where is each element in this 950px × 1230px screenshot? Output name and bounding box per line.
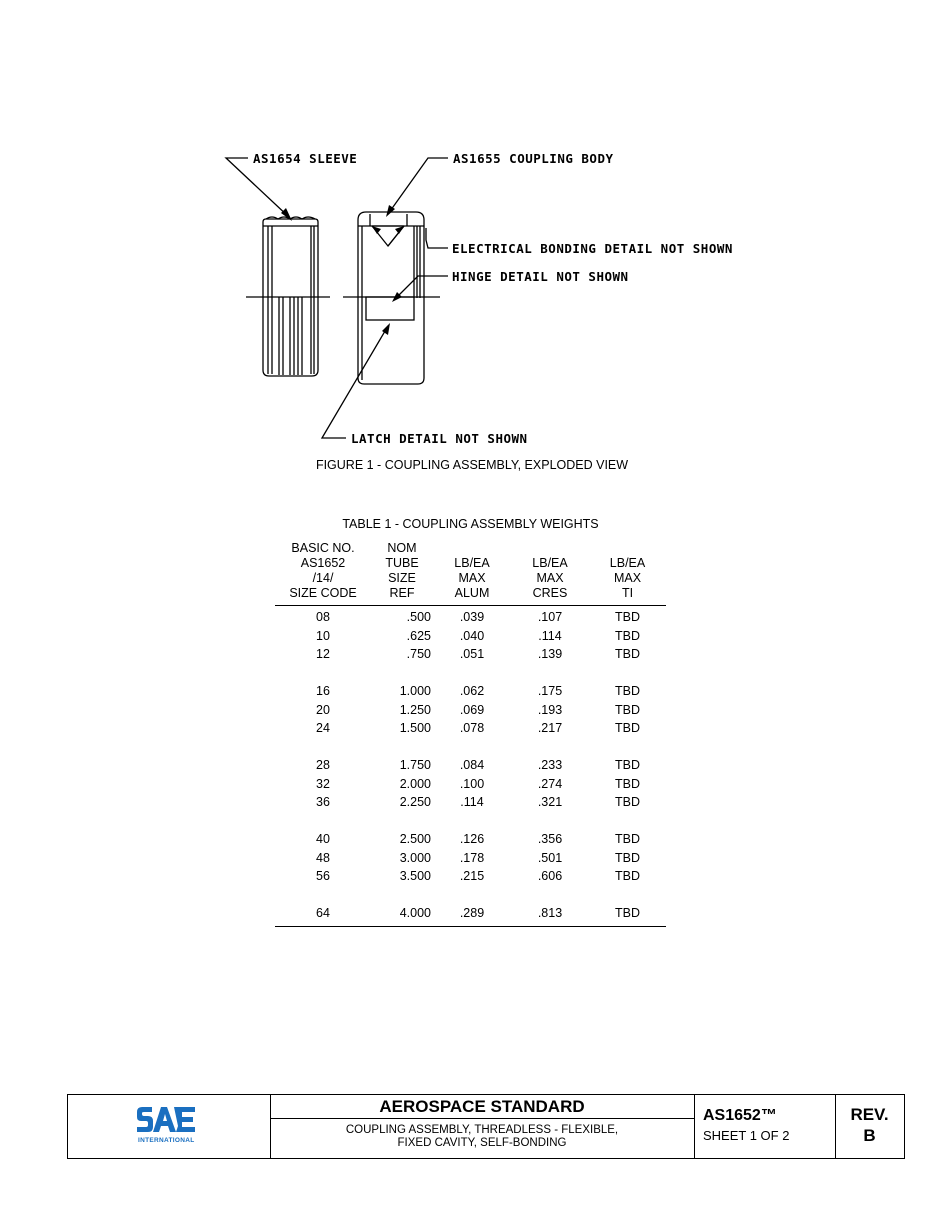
header-line: CRES: [532, 586, 568, 600]
weights-table: [275, 539, 666, 927]
table-cell: 1.500: [399, 721, 431, 735]
bonding-leader: [426, 228, 448, 248]
table-cell: .178: [459, 850, 485, 865]
table-cell: TBD: [615, 795, 640, 809]
table-row: [275, 775, 666, 794]
table-cell: .114: [538, 628, 562, 643]
header-line: NOM: [387, 541, 417, 555]
table-cell: TBD: [615, 610, 640, 624]
header-spacer: [511, 541, 589, 556]
table-cell: TBD: [615, 702, 640, 717]
table-row: [275, 701, 666, 720]
table-cell: .356: [537, 832, 563, 846]
table-cell: .193: [537, 702, 563, 717]
document-description: [270, 1119, 694, 1150]
table-row: [275, 867, 666, 886]
header-ti: [589, 539, 666, 606]
table-cell: TBD: [615, 628, 640, 643]
header-basic-no: [275, 539, 371, 606]
table-cell: .078: [459, 721, 485, 735]
table-cell: .040: [459, 628, 485, 643]
header-spacer: [589, 541, 666, 556]
header-line: ALUM: [454, 586, 490, 600]
table-cell: TBD: [615, 684, 640, 698]
table-cell: TBD: [615, 647, 640, 661]
table-cell: 3.000: [399, 850, 431, 865]
table-cell: 12: [316, 647, 330, 661]
table-cell: 28: [316, 758, 330, 772]
table-row: [275, 756, 666, 775]
group-spacer-row: [275, 812, 666, 831]
header-line: LB/EA: [454, 556, 490, 570]
spacer-cell: [275, 664, 666, 683]
table-cell: 2.250: [399, 795, 431, 809]
header-line: MAX: [536, 571, 564, 585]
sleeve-callout: AS1654 SLEEVE: [253, 151, 358, 166]
table-cell: .750: [406, 647, 431, 661]
table-cell: .084: [459, 758, 485, 772]
latch-leader: [322, 326, 388, 438]
table-row: [275, 627, 666, 646]
table-cell: 36: [316, 795, 330, 809]
hinge-callout: HINGE DETAIL NOT SHOWN: [452, 269, 629, 284]
standard-label: AEROSPACE STANDARD: [270, 1095, 694, 1119]
figure-caption: FIGURE 1 - COUPLING ASSEMBLY, EXPLODED VIEW: [315, 458, 629, 472]
coupling-body-callout: AS1655 COUPLING BODY: [453, 151, 614, 166]
spacer-cell: [275, 886, 666, 905]
sheet-number: SHEET 1 OF 2: [703, 1128, 790, 1143]
table-cell: TBD: [615, 776, 640, 791]
table-cell: .274: [537, 776, 563, 791]
sae-logo: [68, 1095, 271, 1158]
sae-logo-mark: [68, 1095, 270, 1158]
header-line: REF: [389, 586, 415, 600]
header-line: SIZE: [388, 571, 416, 585]
header-line: /14/: [312, 571, 334, 585]
header-spacer: [433, 541, 511, 556]
table-cell: TBD: [615, 721, 640, 735]
table-cell: 20: [316, 702, 330, 717]
table-cell: TBD: [615, 758, 640, 772]
title-cell: [270, 1095, 695, 1158]
table-row: [275, 904, 666, 926]
revision-label: REV.: [850, 1105, 889, 1124]
table-cell: 56: [316, 869, 330, 883]
exploded-view-drawing: [0, 0, 950, 480]
table-cell: 32: [316, 776, 330, 791]
table-cell: .139: [537, 647, 563, 661]
spacer-cell: [275, 738, 666, 757]
revision-value: B: [863, 1126, 876, 1145]
table-cell: .175: [537, 684, 563, 698]
table-cell: 1.750: [399, 758, 431, 772]
group-spacer-row: [275, 886, 666, 905]
header-line: AS1652: [300, 556, 346, 570]
table-cell: 16: [316, 684, 330, 698]
table-row: [275, 830, 666, 849]
table-cell: 2.500: [399, 832, 431, 846]
table-cell: .039: [459, 610, 485, 624]
table-cell: 1.000: [399, 684, 431, 698]
table-cell: 10: [316, 628, 330, 643]
table-cell: .233: [537, 758, 563, 772]
header-tube-size: [371, 539, 433, 606]
revision-cell: [835, 1095, 904, 1158]
table-cell: 2.000: [399, 776, 431, 791]
table-cell: .107: [537, 610, 563, 624]
header-alum: [433, 539, 511, 606]
header-line: TUBE: [385, 556, 419, 570]
header-line: MAX: [458, 571, 486, 585]
group-spacer-row: [275, 738, 666, 757]
header-line: LB/EA: [609, 556, 646, 570]
group-spacer-row: [275, 664, 666, 683]
table-cell: 64: [316, 906, 330, 920]
table-cell: .289: [459, 906, 485, 920]
table-cell: .625: [406, 628, 431, 643]
header-line: MAX: [613, 571, 642, 585]
table-cell: .062: [459, 684, 485, 698]
table-cell: 3.500: [399, 869, 431, 883]
table-cell: TBD: [615, 869, 640, 883]
table-cell: .501: [537, 850, 563, 865]
table-header-row: [275, 539, 666, 606]
table-cell: 4.000: [399, 906, 431, 920]
table-cell: .069: [459, 702, 485, 717]
bonding-callout: ELECTRICAL BONDING DETAIL NOT SHOWN: [452, 241, 733, 256]
table-row: [275, 645, 666, 664]
table-cell: 24: [316, 721, 330, 735]
table-caption: TABLE 1 - COUPLING ASSEMBLY WEIGHTS: [342, 517, 599, 531]
header-line: TI: [621, 586, 634, 600]
sleeve-leader: [226, 158, 290, 218]
table-cell: TBD: [615, 850, 640, 865]
table-cell: .606: [537, 869, 563, 883]
latch-callout: LATCH DETAIL NOT SHOWN: [351, 431, 528, 446]
description-line-1: COUPLING ASSEMBLY, THREADLESS - FLEXIBLE,: [345, 1124, 619, 1136]
title-block: [67, 1094, 905, 1159]
table-cell: .114: [460, 795, 484, 809]
table-cell: 08: [316, 610, 330, 624]
table-cell: 48: [316, 850, 330, 865]
document-number-cell: [694, 1095, 836, 1158]
table-row: [275, 719, 666, 738]
coupling-body-part: [358, 212, 424, 384]
header-line: LB/EA: [532, 556, 568, 570]
coupling-body-leader: [388, 158, 448, 214]
table-cell: .126: [459, 832, 485, 846]
table-cell: .500: [406, 610, 431, 624]
table-row: [275, 793, 666, 812]
table-cell: TBD: [615, 832, 640, 846]
table-cell: .051: [459, 647, 485, 661]
table-row: [275, 849, 666, 868]
table-row: [275, 682, 666, 701]
table-cell: .321: [537, 795, 563, 809]
table-cell: .100: [459, 776, 485, 791]
header-line: BASIC NO.: [291, 541, 355, 555]
table-row: [275, 606, 666, 627]
spacer-cell: [275, 812, 666, 831]
table-cell: .813: [537, 906, 563, 920]
description-line-2: FIXED CAVITY, SELF-BONDING: [397, 1137, 567, 1149]
header-line: SIZE CODE: [289, 586, 357, 600]
document-number: AS1652™: [703, 1107, 777, 1124]
table-cell: TBD: [615, 906, 640, 920]
table-cell: 1.250: [399, 702, 431, 717]
logo-text: INTERNATIONAL: [138, 1137, 195, 1144]
table-cell: .215: [459, 869, 485, 883]
weights-table-body: [275, 606, 666, 927]
table-cell: 40: [316, 832, 330, 846]
header-cres: [511, 539, 589, 606]
table-cell: .217: [537, 721, 563, 735]
